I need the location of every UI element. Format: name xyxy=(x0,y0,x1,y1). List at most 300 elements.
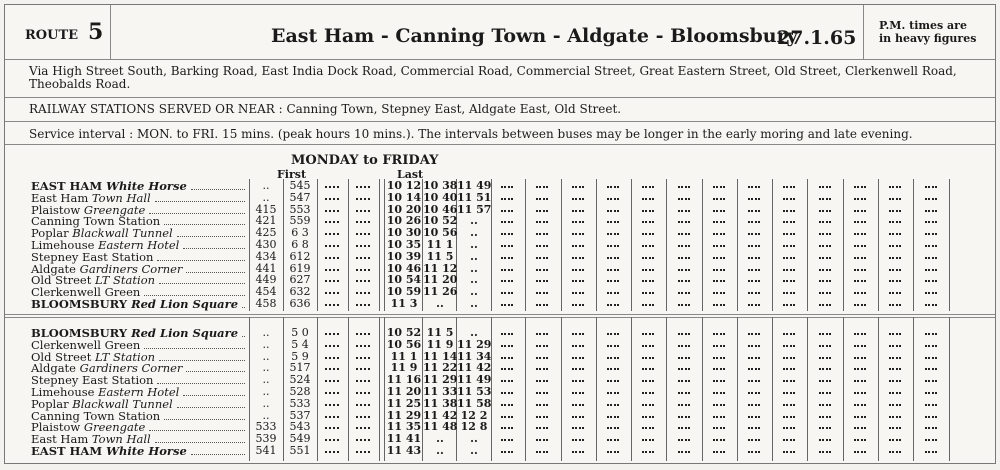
empty-slot xyxy=(356,280,370,282)
time-cell: 11 5 xyxy=(426,326,454,339)
time-cell: 5 9 xyxy=(291,349,309,363)
stop-name: Plaistow xyxy=(31,202,81,217)
route-number: 5 xyxy=(88,19,104,45)
stop-name: Poplar xyxy=(31,396,69,411)
dot-leader xyxy=(242,336,245,337)
time-cell: 10 20 xyxy=(386,202,422,216)
column-line xyxy=(949,317,950,461)
empty-slot xyxy=(819,269,831,271)
time-cell: 11 1 xyxy=(390,349,418,363)
section-divider xyxy=(5,317,995,318)
empty-slot xyxy=(642,221,654,223)
empty-slot xyxy=(889,345,901,347)
empty-slot xyxy=(536,198,548,200)
column-line xyxy=(807,179,808,311)
empty-slot xyxy=(783,357,795,359)
empty-slot xyxy=(325,221,339,223)
time-cell: 11 57 xyxy=(457,202,492,216)
empty-slot xyxy=(854,416,866,418)
stop-name: Aldgate xyxy=(31,361,76,376)
time-cell: .. xyxy=(470,297,478,310)
empty-slot xyxy=(925,221,937,223)
timetable-grid xyxy=(5,5,995,463)
column-line xyxy=(491,317,492,461)
empty-slot xyxy=(925,439,937,441)
empty-slot xyxy=(854,392,866,394)
empty-slot xyxy=(325,198,339,200)
time-cell: 10 56 xyxy=(423,226,458,240)
empty-slot xyxy=(572,304,584,306)
time-cell: .. xyxy=(470,444,478,457)
empty-slot xyxy=(572,280,584,282)
empty-slot xyxy=(572,451,584,453)
time-cell: 11 48 xyxy=(423,420,458,434)
time-cell: .. xyxy=(470,432,478,446)
empty-slot xyxy=(854,233,866,235)
time-cell: .. xyxy=(470,226,478,240)
empty-slot xyxy=(783,245,795,247)
empty-slot xyxy=(607,292,619,294)
empty-slot xyxy=(748,439,760,441)
empty-slot xyxy=(854,280,866,282)
empty-slot xyxy=(607,439,619,441)
empty-slot xyxy=(642,269,654,271)
time-cell: 454 xyxy=(255,285,277,299)
empty-slot xyxy=(819,380,831,382)
empty-slot xyxy=(713,198,725,200)
time-cell: 551 xyxy=(289,444,311,457)
empty-slot xyxy=(572,269,584,271)
empty-slot xyxy=(678,269,690,271)
empty-slot xyxy=(713,439,725,441)
empty-slot xyxy=(854,427,866,429)
empty-slot xyxy=(819,439,831,441)
column-line xyxy=(631,179,632,311)
time-cell: 636 xyxy=(289,297,311,310)
stop-name: Limehouse xyxy=(31,385,95,399)
empty-slot xyxy=(819,451,831,453)
time-cell: 12 8 xyxy=(460,420,488,434)
empty-slot xyxy=(356,439,370,441)
dot-leader xyxy=(155,201,245,202)
empty-slot xyxy=(889,186,901,188)
empty-slot xyxy=(572,333,584,335)
empty-slot xyxy=(925,245,937,247)
empty-slot xyxy=(642,380,654,382)
stop-name: Clerkenwell Green xyxy=(31,285,141,300)
dot-leader xyxy=(183,395,245,396)
empty-slot xyxy=(325,210,339,212)
empty-slot xyxy=(678,304,690,306)
stop-label xyxy=(31,298,238,310)
empty-slot xyxy=(819,198,831,200)
time-cell: 11 26 xyxy=(423,285,458,299)
column-line xyxy=(913,317,914,461)
time-cell: 441 xyxy=(255,261,277,275)
stop-name: Aldgate xyxy=(31,261,76,276)
dot-leader xyxy=(242,307,245,308)
empty-slot xyxy=(678,257,690,259)
empty-slot xyxy=(854,186,866,188)
time-cell: 5 4 xyxy=(291,337,309,351)
empty-slot xyxy=(783,304,795,306)
empty-slot xyxy=(356,416,370,418)
empty-slot xyxy=(819,404,831,406)
empty-slot xyxy=(783,257,795,259)
empty-slot xyxy=(607,221,619,223)
empty-slot xyxy=(642,304,654,306)
empty-slot xyxy=(925,333,937,335)
empty-slot xyxy=(356,233,370,235)
empty-slot xyxy=(713,292,725,294)
empty-slot xyxy=(501,416,513,418)
empty-slot xyxy=(713,304,725,306)
empty-slot xyxy=(356,221,370,223)
stop-name: Old Street xyxy=(31,349,92,364)
empty-slot xyxy=(642,416,654,418)
empty-slot xyxy=(678,427,690,429)
empty-slot xyxy=(607,269,619,271)
empty-slot xyxy=(713,357,725,359)
stop-name: Poplar xyxy=(31,226,69,241)
dot-leader xyxy=(191,454,245,455)
time-cell: 553 xyxy=(289,202,311,216)
time-cell: 430 xyxy=(255,238,277,251)
route-title: East Ham - Canning Town - Aldgate - Bloomsbury xyxy=(271,25,798,47)
empty-slot xyxy=(748,269,760,271)
dot-leader xyxy=(164,224,245,225)
time-cell: 11 29 xyxy=(423,373,458,387)
empty-slot xyxy=(536,333,548,335)
stop-name: BLOOMSBURY xyxy=(31,326,128,340)
time-cell: 517 xyxy=(289,361,311,375)
stop-name: Canning Town Station xyxy=(31,214,161,229)
empty-slot xyxy=(356,257,370,259)
stop-name: EAST HAM xyxy=(31,444,103,458)
empty-slot xyxy=(783,416,795,418)
empty-slot xyxy=(748,257,760,259)
column-line xyxy=(772,317,773,461)
dot-leader xyxy=(177,236,245,237)
empty-slot xyxy=(678,333,690,335)
empty-slot xyxy=(325,451,339,453)
dot-leader xyxy=(164,419,245,420)
empty-slot xyxy=(678,233,690,235)
empty-slot xyxy=(501,333,513,335)
empty-slot xyxy=(819,186,831,188)
empty-slot xyxy=(783,292,795,294)
time-cell: 10 14 xyxy=(386,190,422,204)
empty-slot xyxy=(572,357,584,359)
empty-slot xyxy=(819,333,831,335)
stop-name: EAST HAM xyxy=(31,179,103,193)
empty-slot xyxy=(325,269,339,271)
empty-slot xyxy=(783,233,795,235)
empty-slot xyxy=(325,233,339,235)
empty-slot xyxy=(536,280,548,282)
time-cell: 11 38 xyxy=(423,396,458,410)
empty-slot xyxy=(607,245,619,247)
dot-leader xyxy=(186,272,245,273)
time-cell: 12 2 xyxy=(460,408,488,422)
empty-slot xyxy=(572,439,584,441)
empty-slot xyxy=(642,198,654,200)
time-cell: 10 40 xyxy=(423,190,458,204)
empty-slot xyxy=(783,345,795,347)
empty-slot xyxy=(501,392,513,394)
empty-slot xyxy=(819,210,831,212)
first-label: First xyxy=(277,168,307,181)
empty-slot xyxy=(356,357,370,359)
empty-slot xyxy=(501,245,513,247)
stop-place: Red Lion Square xyxy=(131,297,239,311)
empty-slot xyxy=(678,221,690,223)
empty-slot xyxy=(642,333,654,335)
route-date: 27.1.65 xyxy=(777,27,857,49)
empty-slot xyxy=(748,368,760,370)
empty-slot xyxy=(889,257,901,259)
column-line xyxy=(348,179,349,311)
empty-slot xyxy=(536,269,548,271)
empty-slot xyxy=(678,357,690,359)
empty-slot xyxy=(501,257,513,259)
time-cell: .. xyxy=(262,326,270,339)
empty-slot xyxy=(748,210,760,212)
empty-slot xyxy=(356,292,370,294)
time-cell: 10 46 xyxy=(423,202,458,216)
empty-slot xyxy=(783,380,795,382)
empty-slot xyxy=(748,292,760,294)
empty-slot xyxy=(501,269,513,271)
stop-name: Stepney East Station xyxy=(31,249,154,264)
timetable-sheet xyxy=(4,4,996,464)
empty-slot xyxy=(925,357,937,359)
time-cell: .. xyxy=(436,444,444,457)
empty-slot xyxy=(783,439,795,441)
empty-slot xyxy=(678,439,690,441)
empty-slot xyxy=(607,257,619,259)
empty-slot xyxy=(356,345,370,347)
empty-slot xyxy=(748,380,760,382)
empty-slot xyxy=(854,269,866,271)
empty-slot xyxy=(748,404,760,406)
empty-slot xyxy=(925,451,937,453)
empty-slot xyxy=(713,257,725,259)
empty-slot xyxy=(783,198,795,200)
empty-slot xyxy=(607,416,619,418)
empty-slot xyxy=(325,439,339,441)
empty-slot xyxy=(572,416,584,418)
empty-slot xyxy=(854,439,866,441)
empty-slot xyxy=(536,439,548,441)
column-line xyxy=(379,317,380,461)
dot-leader xyxy=(149,430,245,431)
time-cell: 10 30 xyxy=(386,226,422,240)
time-cell: .. xyxy=(262,396,270,410)
empty-slot xyxy=(678,186,690,188)
empty-slot xyxy=(678,345,690,347)
empty-slot xyxy=(925,404,937,406)
empty-slot xyxy=(642,292,654,294)
empty-slot xyxy=(713,368,725,370)
column-line xyxy=(249,317,250,461)
empty-slot xyxy=(536,292,548,294)
empty-slot xyxy=(572,427,584,429)
column-line xyxy=(561,317,562,461)
empty-slot xyxy=(325,280,339,282)
stop-place: LT Station xyxy=(95,349,156,364)
empty-slot xyxy=(642,357,654,359)
time-cell: 10 35 xyxy=(386,238,422,251)
pm-note-line2: in heavy figures xyxy=(879,32,977,45)
empty-slot xyxy=(356,368,370,370)
empty-slot xyxy=(854,292,866,294)
empty-slot xyxy=(783,186,795,188)
section-divider xyxy=(5,314,995,315)
empty-slot xyxy=(783,404,795,406)
empty-slot xyxy=(536,233,548,235)
empty-slot xyxy=(642,404,654,406)
empty-slot xyxy=(854,304,866,306)
column-line xyxy=(949,179,950,311)
empty-slot xyxy=(572,345,584,347)
column-line xyxy=(913,179,914,311)
empty-slot xyxy=(607,304,619,306)
column-line xyxy=(843,317,844,461)
empty-slot xyxy=(678,292,690,294)
service-interval: Service interval : MON. to FRI. 15 mins. (peak hours 10 mins.). The intervals between buses may be longer in the early moring and late evening. xyxy=(29,127,913,141)
empty-slot xyxy=(642,392,654,394)
column-line xyxy=(596,317,597,461)
empty-slot xyxy=(713,427,725,429)
stop-name: Plaistow xyxy=(31,420,81,435)
empty-slot xyxy=(748,392,760,394)
time-cell: 547 xyxy=(289,190,311,204)
empty-slot xyxy=(356,245,370,247)
stop-name: East Ham xyxy=(31,432,89,447)
time-cell: 11 41 xyxy=(386,432,422,446)
time-cell: 11 9 xyxy=(390,361,418,375)
time-cell: 10 52 xyxy=(386,326,422,339)
empty-slot xyxy=(678,416,690,418)
empty-slot xyxy=(819,304,831,306)
time-cell: .. xyxy=(262,349,270,363)
pm-note-line1: P.M. times are xyxy=(879,19,967,32)
empty-slot xyxy=(607,198,619,200)
empty-slot xyxy=(889,357,901,359)
empty-slot xyxy=(783,221,795,223)
empty-slot xyxy=(713,451,725,453)
stop-place: Greengate xyxy=(83,202,146,217)
empty-slot xyxy=(854,257,866,259)
empty-slot xyxy=(925,427,937,429)
time-cell: 11 35 xyxy=(386,420,422,434)
empty-slot xyxy=(536,345,548,347)
time-cell: 11 12 xyxy=(423,261,458,275)
column-line xyxy=(843,179,844,311)
dot-leader xyxy=(149,213,245,214)
stop-place: Gardiners Corner xyxy=(79,361,183,376)
empty-slot xyxy=(889,451,901,453)
empty-slot xyxy=(854,345,866,347)
empty-slot xyxy=(325,368,339,370)
empty-slot xyxy=(925,210,937,212)
time-cell: .. xyxy=(470,326,478,339)
empty-slot xyxy=(854,245,866,247)
column-line xyxy=(878,317,879,461)
time-cell: 524 xyxy=(289,373,311,387)
empty-slot xyxy=(607,357,619,359)
column-line xyxy=(737,317,738,461)
empty-slot xyxy=(678,404,690,406)
stop-place: LT Station xyxy=(95,273,156,288)
stop-label xyxy=(31,445,187,457)
days-heading: MONDAY to FRIDAY xyxy=(291,153,439,168)
column-line xyxy=(348,317,349,461)
empty-slot xyxy=(501,233,513,235)
empty-slot xyxy=(889,380,901,382)
empty-slot xyxy=(678,198,690,200)
empty-slot xyxy=(536,451,548,453)
stop-place: Eastern Hotel xyxy=(98,238,180,252)
time-cell: 539 xyxy=(255,432,277,446)
empty-slot xyxy=(925,416,937,418)
column-line xyxy=(249,179,250,311)
empty-slot xyxy=(572,257,584,259)
time-cell: 11 34 xyxy=(457,349,492,363)
empty-slot xyxy=(748,186,760,188)
time-cell: 11 51 xyxy=(457,190,492,204)
empty-slot xyxy=(501,357,513,359)
empty-slot xyxy=(325,304,339,306)
dot-leader xyxy=(186,371,245,372)
empty-slot xyxy=(925,380,937,382)
time-cell: 541 xyxy=(255,444,277,457)
empty-slot xyxy=(536,357,548,359)
empty-slot xyxy=(748,280,760,282)
empty-slot xyxy=(889,198,901,200)
dot-leader xyxy=(177,407,245,408)
time-cell: 533 xyxy=(289,396,311,410)
empty-slot xyxy=(356,269,370,271)
time-cell: 11 14 xyxy=(423,349,458,363)
empty-slot xyxy=(819,280,831,282)
empty-slot xyxy=(819,357,831,359)
time-cell: 458 xyxy=(255,297,277,310)
time-cell: 11 9 xyxy=(426,337,454,351)
empty-slot xyxy=(325,416,339,418)
empty-slot xyxy=(889,368,901,370)
time-cell: 11 29 xyxy=(457,337,492,351)
empty-slot xyxy=(572,404,584,406)
time-cell: 11 20 xyxy=(423,273,458,287)
column-line xyxy=(525,179,526,311)
empty-slot xyxy=(783,451,795,453)
column-line xyxy=(379,179,380,311)
empty-slot xyxy=(572,186,584,188)
empty-slot xyxy=(356,404,370,406)
time-cell: 549 xyxy=(289,432,311,446)
route-label: ROUTE xyxy=(25,28,79,43)
stop-name: Clerkenwell Green xyxy=(31,337,141,352)
empty-slot xyxy=(783,333,795,335)
empty-slot xyxy=(607,368,619,370)
empty-slot xyxy=(536,210,548,212)
time-cell: 11 20 xyxy=(386,385,422,398)
time-cell: .. xyxy=(436,432,444,446)
empty-slot xyxy=(501,221,513,223)
empty-slot xyxy=(572,221,584,223)
